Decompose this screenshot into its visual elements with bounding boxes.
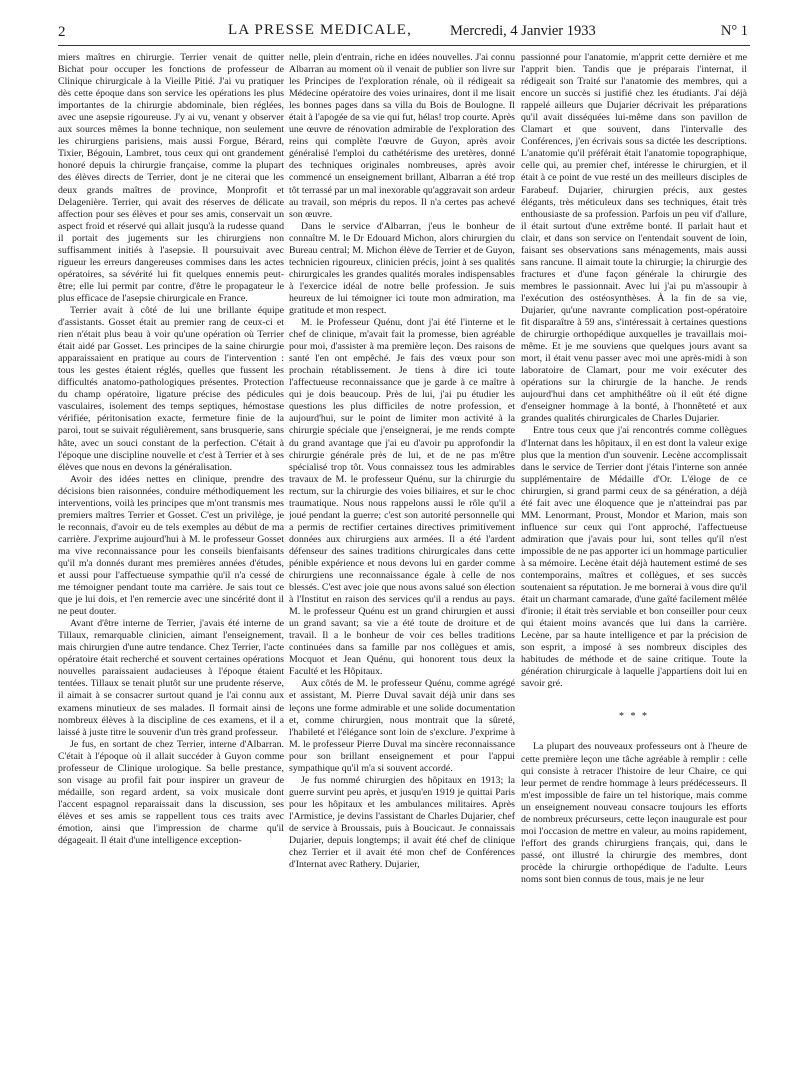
page-number: 2	[58, 24, 66, 40]
paragraph: passionné pour l'anatomie, m'apprit cette dernière et me l'apprit bien. Tandis que je préparais l'internat, il rédigeait son Traité sur l'anatomie des membres, qui a encore un succès si justifié chez les étudiants. J'ai déjà rappelé ailleurs que Dujarier décrivait les préparations qu'il avait disséquées lui-même dans son pavillon de Clamart et que souvent, dans l'intervalle des Conférences, j'en écrivais sous sa dictée les descriptions. L'anatomie qu'il préférait était l'anatomie topographique, celle qui, au premier chef, intéresse le chirurgien, et il était à ce point de vue resté un des meilleurs disciples de Farabeuf. Dujarier, chirurgien précis, aux gestes élégants, très méticuleux dans ses techniques, était très enthousiaste de sa profession. Parfois un peu vif d'allure, il était surtout d'une extrême bonté. Il parlait haut et clair, et dans son service on l'entendait souvent de loin, faisant ses observations sans ménagements, mais aussi sans rancune. Il aimait toute la chirurgie; la chirurgie des fractures et d'une façon générale la chirurgie des membres le passionnait. Avec lui j'ai pu m'assoupir à l'exécution des ostéosynthèses. À la fin de sa vie, Dujarier, qu'une navrante complication post-opératoire fit disparaître à 59 ans, s'intéressait à certaines questions de chirurgie orthopédique auxquelles je travaillais moi-même. Et je me souviens que quelques jours avant sa mort, il était venu passer avec moi une après-midi à son laboratoire de Clamart, pour me voir exécuter des opérations sur la chirurgie de la hanche. Je rends aujourd'hui dans cet amphithéâtre où il eût été digne d'enseigner hommage à la bonté, à l'honnêteté et aux grandes qualités chirurgicales de Charles Dujarier.	[521, 52, 747, 425]
paragraph: nelle, plein d'entrain, riche en idées nouvelles. J'ai connu Albarran au moment où il venait de publier son livre sur les Principes de l'exploration rénale, où il rédigeait sa Médecine opératoire des voies urinaires, dont il me lisait les bonnes pages dans sa villa du Bois de Boulogne. Il était à l'apogée de sa vie qui fut, hélas! trop courte. Après une œuvre de rénovation admirable de l'exploration des reins qui complète l'œuvre de Guyon, après avoir généralisé l'emploi du cathétérisme des uretères, donné des techniques originales nombreuses, après avoir commencé un enseignement brillant, Albarran a été trop tôt terrassé par un mal inexorable qu'aggravait son ardeur au travail, son mépris du repos. Il n'a certes pas achevé son œuvre.	[289, 52, 515, 220]
header-rule	[58, 45, 750, 46]
paragraph: Avant d'être interne de Terrier, j'avais été interne de Tillaux, remarquable clinicien, aimant l'enseignement, mais chirurgien d'une autre tendance. Chez Terrier, l'acte opératoire était recherché et souvent certaines opérations nouvelles paraissaient audacieuses à l'époque étaient tentées. Tillaux se tenait plutôt sur une prudente réserve, il aimait à se consacrer surtout quand je l'ai connu aux examens minutieux de ses malades. Il formait ainsi de nombreux élèves à la discipline de ces examens, et il a laissé à juste titre le souvenir d'un très grand professeur.	[58, 618, 284, 738]
paragraph: miers maîtres en chirurgie. Terrier venait de quitter Bichat pour occuper les fonctions de professeur de Clinique chirurgicale à la Vieille Pitié. J'ai vu pratiquer dès cette époque dans son service les opérations les plus importantes de la chirurgie abdominale, bien réglées, avec une asepsie rigoureuse. J'y ai vu, venant y observer aux sources mêmes la bonne technique, non seulement les chirurgiens parisiens, mais aussi Forgue, Bérard, Tixier, Bégouin, Lambret, tous ceux qui ont grandement honoré depuis la chirurgie française, comme la plupart des élèves directs de Terrier, dont je ne citerai que les deux grands maîtres de province, Monprofit et Delagenière. Terrier, qui avait des réserves de délicate affection pour ses élèves et pour ses amis, conservait un aspect froid et réservé qui allait jusqu'à la rudesse quand il portait des jugements sur les chirurgiens non suffisamment initiés à l'asepsie. Il poursuivait avec rigueur les erreurs dangereuses commises dans les actes opératoires, sa sévérité lui fit quelques ennemis peut-être; elle lui permit par contre, d'être le propagateur le plus efficace de l'asepsie chirurgicale en France.	[58, 52, 284, 304]
paragraph: M. le Professeur Quénu, dont j'ai été l'interne et le chef de clinique, m'avait fait la promesse, bien agréable pour moi, d'assister à ma première leçon. Des raisons de santé l'en ont empêché. Je fais des vœux pour son prochain rétablissement. Je tiens à dire ici toute l'affectueuse reconnaissance que je garde à ce maître à qui je dois beaucoup. Près de lui, j'ai pu étudier les questions les plus difficiles de notre profession, et aujourd'hui, sur le point de limiter mon activité à la chirurgie spéciale que j'enseignerai, je me rends compte du grand avantage que j'ai eu d'avoir pu approfondir la chirurgie générale près de lui, et de ne pas m'être spécialisé trop tôt. Vous connaissez tous les admirables travaux de M. le professeur Quénu, sur la chirurgie du rectum, sur la chirurgie des voies biliaires, et sur le choc traumatique. Nous nous rappelons aussi le rôle qu'il a joué pendant la guerre; c'est son autorité personnelle qui a permis de rectifier certaines directives primitivement données aux chirurgiens aux armées. Il a été l'ardent défenseur des saines traditions chirurgicales dans cette pénible expérience et nous devons lui en garder comme chirurgiens une reconnaissance égale à celle de nos blessés. C'est avec joie que nous avons salué son élection à l'Institut en raison des services qu'il a rendus au pays. M. le professeur Quénu est un grand chirurgien et aussi un grand savant; sa vie a été toute de droiture et de travail. Il a le bonheur de voir ces belles traditions continuées dans sa famille par nos collègues et amis, Mocquot et Jean Quénu, qui honorent tous deux la Faculté et les Hôpitaux.	[289, 317, 515, 678]
paragraph: Entre tous ceux que j'ai rencontrés comme collègues d'Internat dans les hôpitaux, il en est dont la valeur exige plus que la mention d'un souvenir. Lecène accomplissait dans le service de Terrier dont j'étais l'interne son année supplémentaire de Médaille d'Or. L'éloge de ce chirurgien, si grand parmi ceux de sa génération, a déjà été fait avec une éloquence que je n'atteindrai pas par MM. Lenormant, Proust, Mondor et Marion, mais son influence sur ceux qui l'ont approché, l'affectueuse admiration que j'avais pour lui, sont telles qu'il n'est impossible de ne pas apporter ici un hommage particulier à sa mémoire. Lecène était déjà hautement estimé de ses contemporains, maîtres et collègues, et ses succès soutenaient sa réputation. Je me bornerai à vous dire qu'il était un charmant camarade, d'une gaîté facilement mêlée d'ironie; il était très serviable et bon conseiller pour ceux qui étaient moins avancés que lui dans la carrière. Lecène, par sa haute intelligence et par la précision de son esprit, a imposé à ses nombreux disciples des habitudes de méthode et de saine critique. Toute la génération chirurgicale à laquelle j'appartiens doit lui en savoir gré.	[521, 425, 747, 690]
paragraph: La plupart des nouveaux professeurs ont à l'heure de cette première leçon une tâche agréable à remplir : celle qui consiste à retracer l'histoire de leur Chaire, ce qui leur permet de rendre hommage à leurs prédécesseurs. Il m'est impossible de faire un tel historique, mais comme un enseignement nouveau consacre toujours les efforts de nombreux précurseurs, cette leçon inaugurale est pour moi l'occasion de mettre en valeur, au moins rapidement, l'effort des grands chirurgiens français, qui, dans le passé, ont illustré la chirurgie des membres, dont procède la chirurgie orthopédique de l'adulte. Leurs noms sont bien connus de tous, mais je ne leur	[521, 741, 747, 885]
paragraph: Dans le service d'Albarran, j'eus le bonheur de connaître M. le Dr Edouard Michon, alors chirurgien du Bureau central; M. Michon élève de Terrier et de Guyon, technicien rigoureux, clinicien précis, joint à ses qualités chirurgicales les grandes qualités morales indispensables à l'exercice idéal de notre belle profession. Je suis heureux de lui témoigner ici toute mon admiration, ma gratitude et mon respect.	[289, 220, 515, 316]
paragraph: Aux côtés de M. le professeur Quénu, comme agrégé et assistant, M. Pierre Duval savait déjà unir dans ses leçons une forme admirable et une solide documentation et, comme chirurgien, nous montrait que la sûreté, l'habileté et l'élégance sont loin de s'exclure. J'exprime à M. le professeur Pierre Duval ma sincère reconnaissance pour son brillant enseignement et pour l'appui sympathique qu'il m'a si souvent accordé.	[289, 678, 515, 774]
text-column-2	[289, 52, 515, 1072]
paragraph: Je fus nommé chirurgien des hôpitaux en 1913; la guerre survint peu après, et jusqu'en 1919 je quittai Paris pour les hôpitaux et les ambulances militaires. Après l'Armistice, je devins l'assistant de Charles Dujarier, chef de service à Broussais, puis à Boucicaut. Je connaissais Dujarier, depuis longtemps; il avait été chef de clinique chez Terrier et il avait été mon chef de Conférences d'Internat avec Rathery. Dujarier,	[289, 774, 515, 871]
paragraph: Je fus, en sortant de chez Terrier, interne d'Albarran. C'était à l'époque où il allait succéder à Guyon comme professeur de Clinique urologique. Sa belle prestance, son visage au profil fait pour inspirer un graveur de médaille, son regard ardent, sa voix musicale dont l'accent espagnol reparaissait dans la discussion, ses élèves et ses amis se rappellent tous ces traits avec émotion, ainsi que l'impression de charme qu'il dégageait. Il était d'une intelligence exception-	[58, 738, 284, 847]
section-separator: * * *	[619, 711, 649, 723]
paragraph: Terrier avait à côté de lui une brillante équipe d'assistants. Gosset était au premier rang de ceux-ci et rien n'était plus beau à voir qu'une opération où Terrier était aidé par Gosset. Les principes de la saine chirurgie apparaissaient en pratique au cours de l'intervention : tous les gestes étaient réglés, quelles que fussent les difficultés anatomo-pathologiques présentes. Protection du champ opératoire, ligature précise des pédicules vasculaires, isolement des temps septiques, hémostase vérifiée, péritonisation exacte, fermeture finie de la paroi, tout se suivait régulièrement, sans brusquerie, sans hâte, avec un souci constant de la perfection. C'était à l'époque une discipline nouvelle et c'est à Terrier et à ses élèves que nous en devons la généralisation.	[58, 304, 284, 473]
issue-date: Mercredi, 4 Janvier 1933	[450, 23, 596, 39]
issue-number: N° 1	[720, 23, 748, 39]
text-column-3	[521, 52, 747, 1072]
paragraph: Avoir des idées nettes en clinique, prendre des décisions bien raisonnées, conduire méthodiquement les interventions, voilà les principes que m'ont transmis mes premiers maîtres Terrier et Gosset. C'est un privilège, je le reconnais, d'avoir eu de tels exemples au début de ma carrière. J'exprime aujourd'hui à M. le professeur Gosset ma vive reconnaissance pour les conseils bienfaisants qu'il m'a donnés durant mes premières années d'études, et aussi pour l'affectueuse sympathie qu'il n'a cessé de me témoigner pendant toute ma carrière. Je sais tout ce que je lui dois, et l'en remercie avec une sincérité dont il ne peut douter.	[58, 473, 284, 618]
journal-title: LA PRESSE MEDICALE,	[228, 22, 413, 38]
text-column-1	[58, 52, 284, 1072]
